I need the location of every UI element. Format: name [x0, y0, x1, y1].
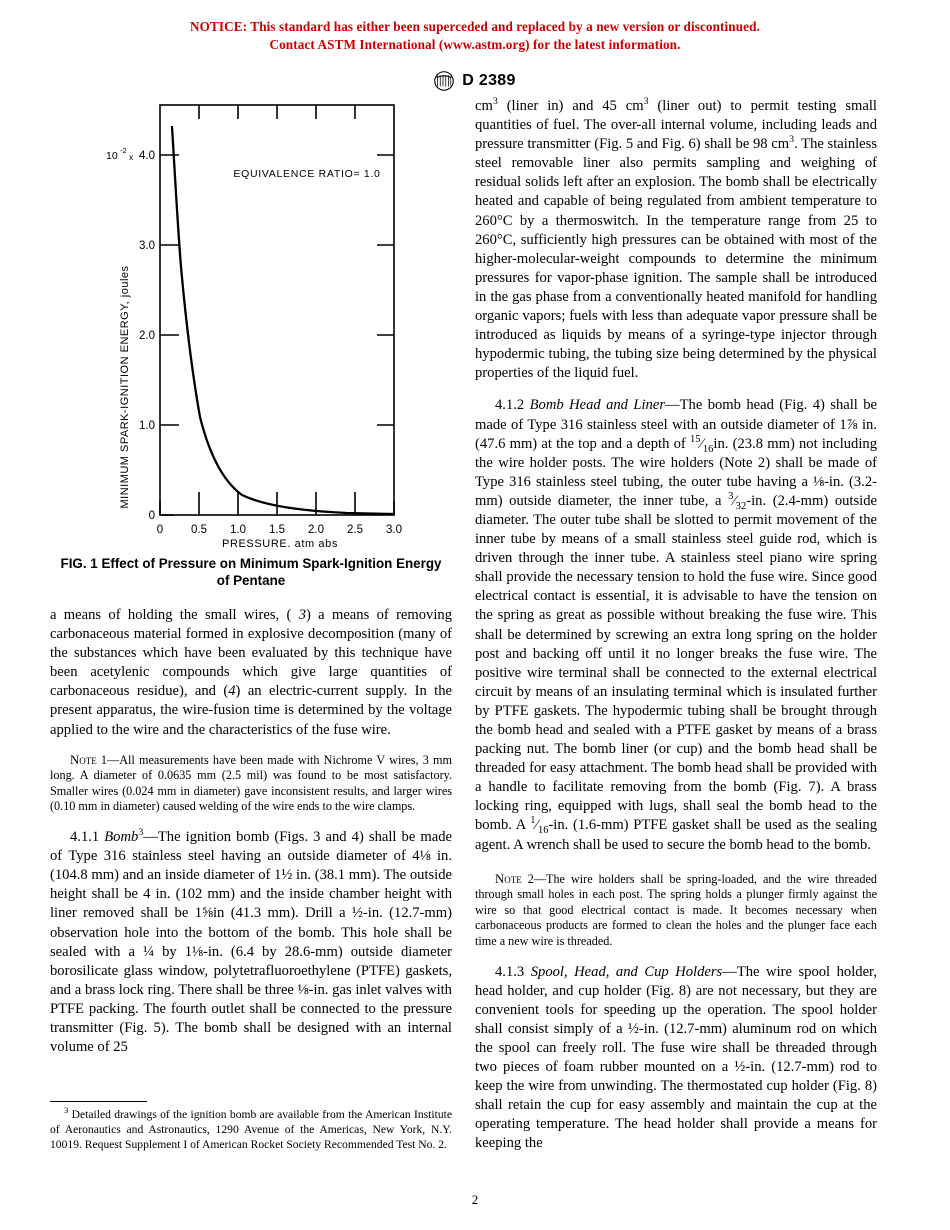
note-1-text: —All measurements have been made with Nichrome V wires, 3 mm long. A diameter of 0.0635 mm (2.5 mil) was found to be most satisfactory. Smaller wires (0.024 mm in diameter) gave inconsistent results, and larger wires (0.10 mm in diameter) caused welding of the wire ends to the wire clamps.	[50, 752, 453, 814]
r-para1-seg4: . The stainless steel removable liner also permits sampling and weighing of residual solids left after an explosion. The bomb shall be electrically heated and capable of being regulated from ambient temperature to 260°C by a thermoswitch. In the temperature range from 25 to 260°C, sufficiently high pressures can be obtained with most of the higher-molecular-weight compounds to determine the minimum pressures for vapor-phase ignition. The sample shall be introduced in the gas phase from a conventionally heated manifold for handling organic vapors; fuels with less than adequate vapor pressure shall be introduced as liquids by means of a syringe-type injector through hypodermic tubing, the tubing size being determined by the physical properties of the liquid fuel.	[475, 136, 878, 382]
section-4-1-1-title: Bomb	[104, 829, 139, 846]
svg-text:x: x	[129, 152, 134, 162]
s412-frac-3-32: $^3⁄_{32}$	[728, 491, 747, 512]
s413-seg1: —The wire spool holder, head holder, and cup holder (Fig. 8) are not necessary, but they are convenient tools for speeding up the operation. The spool holder shall consist simply of a	[475, 963, 877, 1037]
s412-frac-15-16: $^{15}⁄_{16}$	[689, 433, 714, 455]
note-2-number: 2	[521, 871, 534, 886]
r-para1-seg2: (liner in) and 45 cm	[497, 98, 644, 114]
right-column	[475, 97, 877, 1154]
chart-spark-ignition-energy	[102, 97, 402, 547]
section-4-1-3	[475, 963, 877, 1154]
s411-seg3: in. (38.1 mm). The outside height shall be 4 in. (102 mm) and the inside chamber height with liner removed shall be 1	[50, 867, 452, 922]
section-4-1-2	[475, 396, 877, 854]
svg-text:2.5: 2.5	[347, 524, 363, 536]
left-column	[50, 97, 452, 1152]
svg-text:4.0: 4.0	[139, 150, 155, 162]
document-number: D 2389	[462, 72, 516, 89]
s411-seg8: -in. gas inlet valves with PTFE packing. The fourth outlet shall be connected to the pressure transmitter (Fig. 5). The bomb shall be designed with an internal volume of 25	[50, 981, 452, 1056]
section-4-1-3-title: Spool, Head, and Cup Holders	[530, 963, 723, 980]
svg-text:0: 0	[148, 510, 155, 522]
svg-text:PRESSURE, atm abs: PRESSURE, atm abs	[222, 538, 338, 547]
discontinued-notice	[50, 18, 900, 54]
s412-frac4-num: 3	[728, 491, 734, 503]
s411-frac1: ⅛	[419, 848, 431, 865]
note-1	[50, 753, 452, 815]
svg-text:10: 10	[106, 150, 118, 162]
s411-seg5: -in. (12.7-mm) observation hole into the bottom of the bomb. This hole shall be sealed with a	[50, 905, 452, 960]
notice-line-1: NOTICE: This standard has either been superceded and replaced by a new version or discontinued.	[190, 19, 760, 34]
cm-cubed-sup-3: 3	[789, 134, 795, 146]
s411-seg6: by 1	[154, 943, 193, 960]
para1-italic-4: 4	[228, 683, 236, 700]
s412-seg1: —The bomb head (Fig. 4) shall be made of Type 316 stainless steel with an outside diameter of 1	[475, 397, 878, 433]
s411-seg1: —The ignition bomb (Figs. 3 and 4) shall be made of Type 316 stainless steel having an outside diameter of 4	[50, 829, 452, 865]
cm-cubed-sup-2: 3	[643, 96, 649, 108]
svg-text:0: 0	[156, 524, 164, 536]
s412-frac1: ⅞	[846, 416, 858, 433]
figure-caption: FIG. 1 Effect of Pressure on Minimum Spark-Ignition Energy of Pentane	[60, 556, 442, 588]
s411-frac6: ⅛	[192, 943, 203, 960]
s412-frac4-den: 32	[735, 500, 747, 512]
section-4-1-2-title: Bomb Head and Liner	[529, 397, 666, 414]
two-column-body	[50, 97, 900, 1154]
svg-text:1.0: 1.0	[230, 524, 246, 536]
s413-seg2: -in. (12.7-mm) aluminum rod on which the spool can freely roll. The fuse wire shall be threaded through two pieces of foam rubber mounted on a	[475, 1020, 877, 1076]
notice-line-2: Contact ASTM International (www.astm.org) for the latest information.	[269, 37, 681, 52]
s412-frac5-num: 1	[530, 815, 536, 827]
svg-text:EQUIVALENCE RATIO= 1.0: EQUIVALENCE RATIO= 1.0	[233, 168, 381, 180]
svg-text:3.0: 3.0	[139, 240, 155, 252]
s411-frac5: ¼	[143, 943, 155, 960]
figure-1	[50, 97, 452, 589]
note-1-number: 1	[96, 752, 108, 767]
s413-frac1: ½	[627, 1020, 639, 1037]
s411-seg2: in. (104.8 mm) and an inside diameter of 1	[50, 848, 452, 884]
s412-frac2-num: 15	[689, 433, 701, 445]
para1-seg2: ) a means of removing carbonaceous material formed in explosive decomposition (many of the substances which have been evaluated by this technique have been acetylenic compounds which give large quantities of carbonaceous residue), and (	[50, 607, 452, 700]
s412-frac3: ⅛	[813, 473, 825, 490]
paragraph-wire-holding	[50, 606, 452, 740]
s411-seg7: -in. (6.4 by 28.6-mm) outside diameter borosilicate glass window, polytetrafluoroethylene (PTFE) gaskets, and a brass lock ring. There shall be three	[50, 943, 452, 998]
s412-seg5: -in. (2.4-mm) outside diameter. The outer tube shall be slotted to permit movement of the inner tube by means of a small stainless steel guide rod, which is driven through the inner tube. A stainless steel piano wire spring shall provide the necessary tension to hold the fuse wire. Since good electrical contact is essential, it is advisable to have the tension on the spring as great as possible without breaking the fuse wire. This shall be determined by screwing an extra long spring on the holder post and backing off until it no longer breaks the fuse wire. The positive wire terminal shall be connected to the external electrical circuit by means of an insulating terminal which is insulated further by PTFE gaskets. The hypodermic tubing shall be brought through the bomb head and sealed with a PTFE gasket by means of a brass packing nut. The bomb liner (or cup) and the bomb head shall be threaded for easy attachment. The bomb head shall be provided with a handle to facilitate removing from the bomb (Fig. 7). A brass locking ring, equipped with lugs, shall seal the bomb head to the bomb. A	[475, 492, 877, 834]
section-4-1-1	[50, 828, 452, 1057]
para1-seg3: ) an electric-current supply. In the present apparatus, the wire-fusion time is determined by the voltage applied to the wire and the characteristics of the fuse wire.	[50, 683, 452, 738]
s412-frac-1-16: $^1⁄_{16}$	[530, 815, 549, 837]
section-4-1-2-number: 4.1.2	[495, 397, 530, 414]
footnote-separator	[50, 1101, 147, 1102]
r-para1-seg3: (liner out) to permit testing small quantities of fuel. The over-all internal volume, including leads and pressure transmitter (Fig. 5 and Fig. 6) shall be 98 cm	[475, 98, 877, 153]
svg-text:1.0: 1.0	[139, 420, 155, 432]
note-1-label: Note	[70, 752, 97, 767]
s411-seg4: in (41.3 mm). Drill a	[212, 905, 352, 922]
s412-seg2: in. (47.6 mm) at the top and a depth of	[475, 416, 878, 452]
s413-frac2: ½	[734, 1059, 746, 1076]
note-2	[475, 872, 877, 950]
r-para1-seg1: cm	[475, 98, 493, 114]
s411-frac7: ⅛	[297, 981, 309, 998]
s413-seg3: -in. (12.7-mm) rod to keep the wire from unwinding. The thermostated cup holder (Fig. 8) shall retain the cup for easy assembly and maintain the cup at the operating temperature. The head holder shall provide a means for keeping the	[475, 1059, 877, 1152]
footnote-3	[50, 1107, 452, 1152]
note-2-text: —The wire holders shall be spring-loaded, and the wire threaded through small holes in each post. The spring holds a plunger firmly against the wire so that good electrical contact is made. It becomes necessary when carbonaceous products are formed to clean the holes and the plunger face each time a new wire is threaded.	[475, 871, 877, 949]
paragraph-internal-volume	[475, 97, 877, 383]
s412-frac2-den: 16	[702, 443, 714, 455]
svg-text:0.5: 0.5	[191, 524, 207, 536]
footnote-3-marker: 3	[64, 1105, 69, 1116]
footnote-3-text: Detailed drawings of the ignition bomb are available from the American Institute of Aeronautics and Astronautics, 1290 Avenue of the Americas, New York, N.Y. 10019. Request Supplement I of American Rocket Society Recommended Test No. 2.	[50, 1108, 452, 1152]
section-4-1-3-number: 4.1.3	[495, 963, 531, 980]
s412-seg3: in. (23.8 mm) not including the wire holder posts. The wire holders (Note 2) shall be made of Type 316 stainless steel tubing, the outer tube having a	[475, 435, 877, 490]
s412-frac5-den: 16	[537, 825, 549, 837]
svg-text:1.5: 1.5	[269, 524, 285, 536]
svg-text:2.0: 2.0	[308, 524, 324, 536]
svg-text:2.0: 2.0	[139, 330, 155, 342]
note-2-label: Note	[495, 871, 522, 886]
document-header	[50, 71, 900, 91]
footnote-marker-3: 3	[138, 827, 144, 839]
page-number: 2	[471, 1192, 479, 1207]
s411-frac4: ½	[351, 905, 363, 922]
svg-text:3.0: 3.0	[386, 524, 402, 536]
chart-svg	[102, 97, 402, 547]
para1-italic-3: 3	[298, 607, 306, 623]
s412-seg6: -in. (1.6-mm) PTFE gasket shall be used as the sealing agent. A wrench shall be used to secure the bomb head to the bomb.	[475, 817, 877, 853]
para1-seg1: a means of holding the small wires, (	[50, 607, 299, 623]
cm-cubed-sup-1: 3	[492, 96, 498, 108]
s412-seg4: -in. (3.2-mm) outside diameter, the inner tube, a	[475, 473, 877, 509]
s411-frac3: ⅝	[202, 905, 213, 922]
s411-frac2: ½	[281, 867, 293, 884]
astm-logo-icon	[434, 71, 454, 91]
svg-text:-2: -2	[120, 146, 127, 155]
section-4-1-1-number: 4.1.1	[70, 829, 105, 846]
svg-text:MINIMUM SPARK-IGNITION ENERGY,: MINIMUM SPARK-IGNITION ENERGY, joules	[119, 265, 131, 509]
